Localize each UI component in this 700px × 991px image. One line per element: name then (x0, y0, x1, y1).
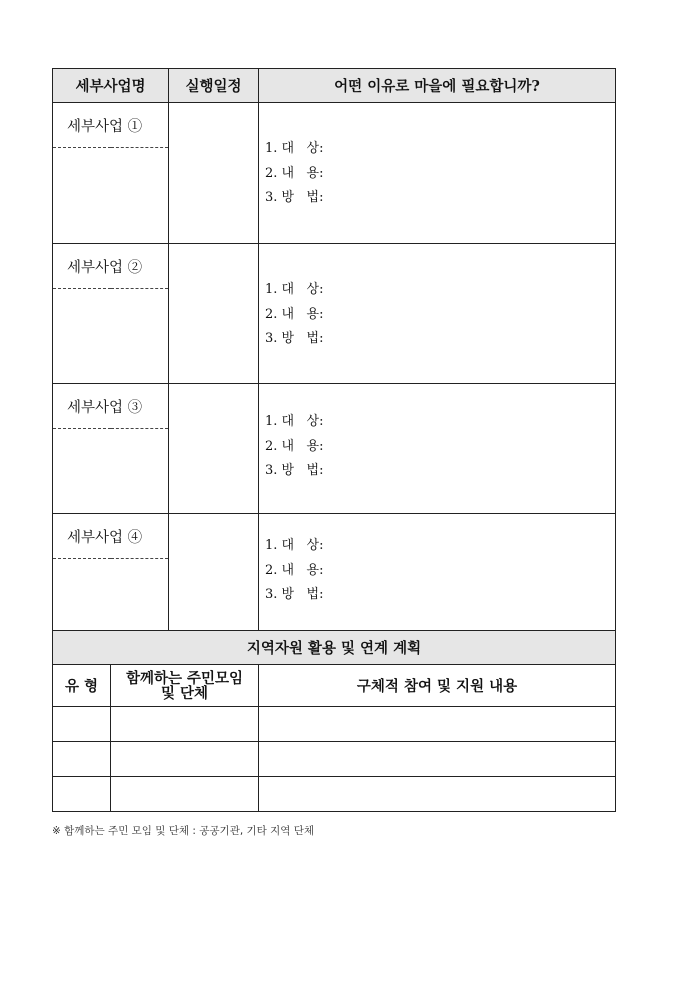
type-cell[interactable] (53, 742, 111, 777)
subproject-row-2 (53, 244, 616, 289)
header-subproject-name: 세부사업명 (53, 69, 169, 103)
table-row (53, 707, 616, 742)
footnote: ※ 함께하는 주민 모임 및 단체 : 공공기관, 기타 지역 단체 (52, 825, 315, 837)
item-method: 3. 방 법: (265, 331, 324, 346)
subproject-detail-cell[interactable] (53, 429, 169, 514)
detail-cell[interactable] (259, 742, 616, 777)
item-target: 1. 대 상: (265, 282, 324, 297)
plan-form-table (52, 68, 616, 812)
header-detail: 구체적 참여 및 지원 내용 (259, 665, 616, 707)
resource-column-header-row (53, 665, 616, 707)
item-content: 2. 내 용: (265, 438, 324, 454)
header-schedule: 실행일정 (169, 69, 259, 103)
group-cell[interactable] (111, 707, 259, 742)
header-group-line1: 함께하는 주민모임 (125, 669, 244, 687)
subproject-row-3 (53, 384, 616, 429)
table-row (53, 777, 616, 812)
type-cell[interactable] (53, 707, 111, 742)
item-content: 2. 내 용: (265, 562, 324, 578)
reason-cell[interactable] (259, 384, 616, 514)
table-row (53, 742, 616, 777)
resource-section-title: 지역자원 활용 및 연계 계획 (53, 631, 616, 665)
type-cell[interactable] (53, 777, 111, 812)
schedule-cell[interactable] (169, 384, 259, 514)
subproject-name-cell: 세부사업 ④ (53, 514, 169, 559)
group-cell[interactable] (111, 777, 259, 812)
subproject-name-cell: 세부사업 ③ (53, 384, 169, 429)
item-method: 3. 방 법: (265, 463, 324, 478)
header-group-line2: 및 단체 (160, 684, 209, 702)
detail-cell[interactable] (259, 707, 616, 742)
item-content: 2. 내 용: (265, 165, 324, 181)
table-header-row (53, 69, 616, 103)
schedule-cell[interactable] (169, 514, 259, 631)
item-method: 3. 방 법: (265, 587, 324, 602)
item-target: 1. 대 상: (265, 141, 324, 156)
schedule-cell[interactable] (169, 244, 259, 384)
subproject-name-cell: 세부사업 ② (53, 244, 169, 289)
resource-section-header (53, 631, 616, 665)
subproject-row-1 (53, 103, 616, 148)
subproject-name-cell: 세부사업 ① (53, 103, 169, 148)
header-type: 유 형 (53, 665, 111, 707)
item-target: 1. 대 상: (265, 538, 324, 553)
group-cell[interactable] (111, 742, 259, 777)
header-reason: 어떤 이유로 마을에 필요합니까? (259, 69, 616, 103)
header-group (111, 665, 259, 707)
reason-cell[interactable] (259, 244, 616, 384)
schedule-cell[interactable] (169, 103, 259, 244)
item-content: 2. 내 용: (265, 306, 324, 322)
subproject-row-4 (53, 514, 616, 559)
reason-cell[interactable] (259, 103, 616, 244)
subproject-detail-cell[interactable] (53, 289, 169, 384)
item-method: 3. 방 법: (265, 190, 324, 205)
item-target: 1. 대 상: (265, 414, 324, 429)
reason-cell[interactable] (259, 514, 616, 631)
subproject-detail-cell[interactable] (53, 559, 169, 631)
detail-cell[interactable] (259, 777, 616, 812)
subproject-detail-cell[interactable] (53, 148, 169, 244)
